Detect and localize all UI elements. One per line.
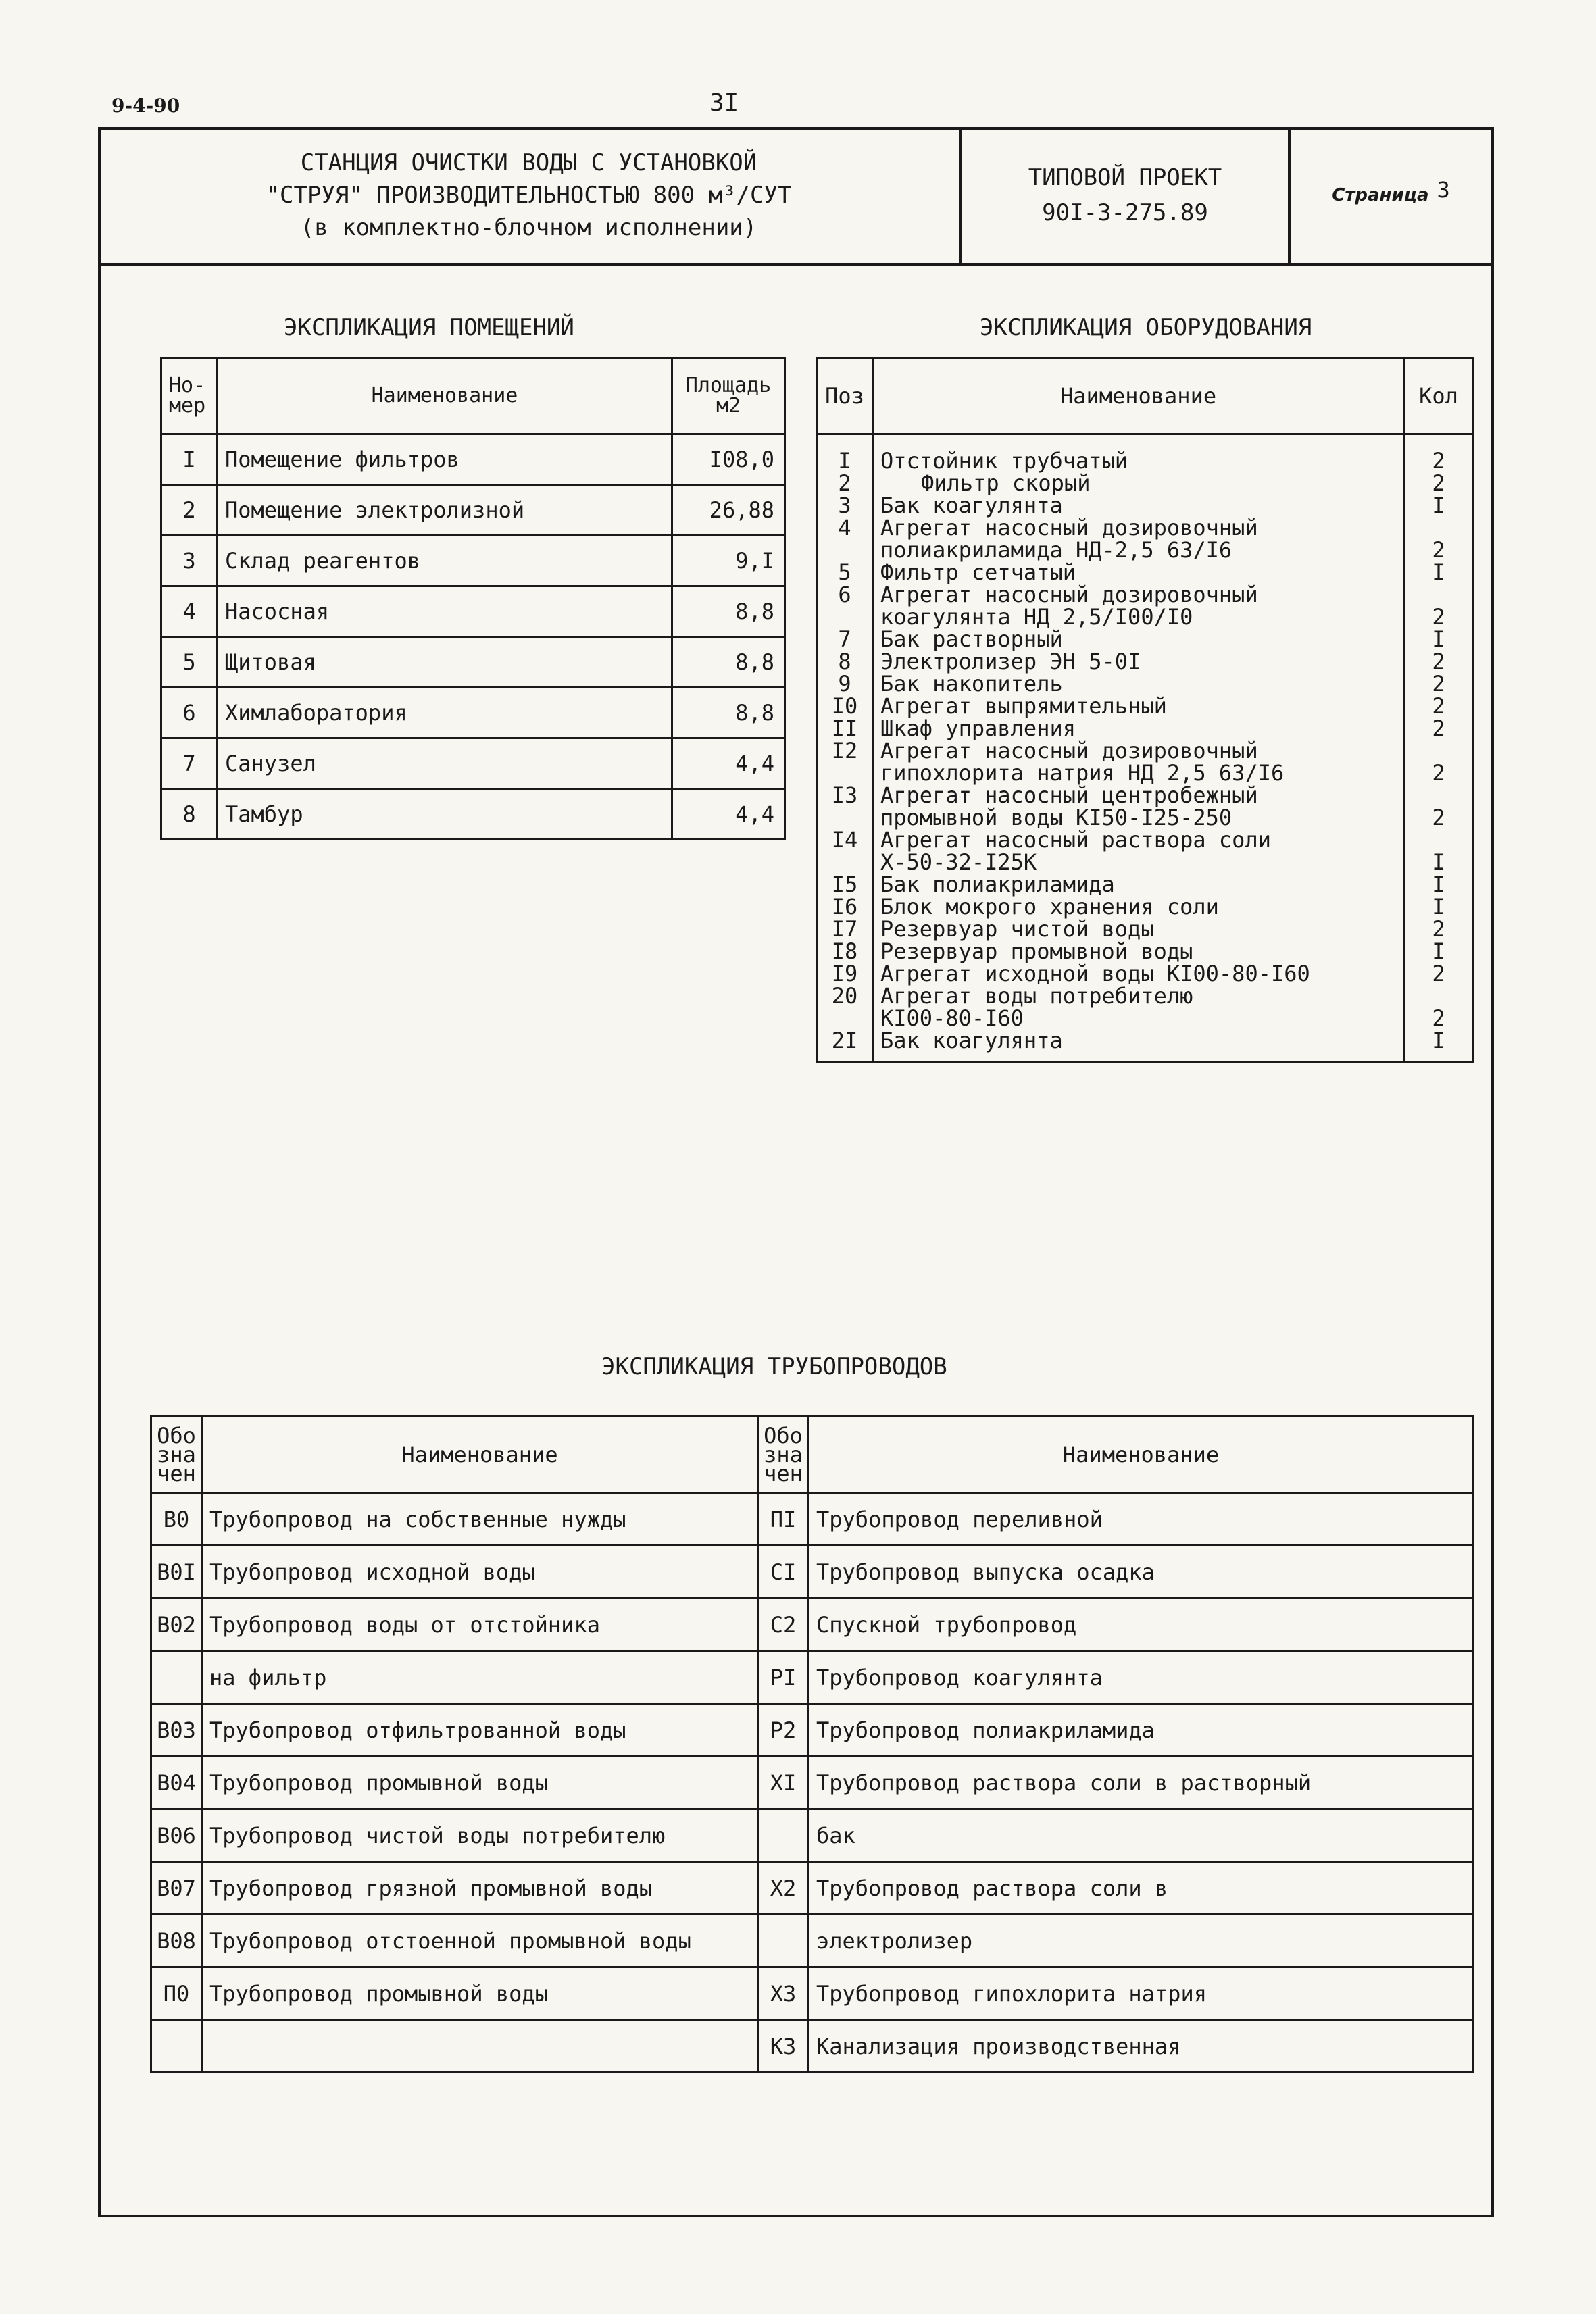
equipment-pos [824, 762, 865, 784]
pipe-name: Трубопровод на собственные нужды [202, 1493, 758, 1546]
equipment-qty: I [1432, 626, 1445, 652]
room-name: Насосная [218, 586, 672, 637]
equipment-qty: I [1432, 849, 1445, 875]
pipe-code: ХI [758, 1757, 809, 1809]
equipment-pos: I [838, 448, 851, 474]
pipe-name: Трубопровод отфильтрованной воды [202, 1704, 758, 1757]
pipe-code: В0 [151, 1493, 202, 1546]
equipment-pos: 3 [838, 493, 851, 518]
equipment-name-line: Электролизер ЭН 5-0I [880, 649, 1141, 674]
equipment-name-line: Агрегат насосный раствора соли [880, 827, 1271, 853]
title-line-3: (в комплектно-блочном исполнении) [300, 214, 757, 241]
equipment-qty: I [1432, 493, 1445, 518]
room-number: 2 [161, 485, 218, 536]
pipe-name: Канализация производственная [809, 2020, 1474, 2073]
page-label: Страница [1332, 185, 1429, 205]
equipment-pos: I8 [831, 938, 858, 964]
rooms-row [161, 485, 785, 536]
equipment-pos: 7 [838, 626, 851, 652]
pipelines-row [151, 1862, 1474, 1915]
equipment-qty: I [1432, 938, 1445, 964]
equipment-pos: 4 [838, 515, 851, 540]
equipment-pos: II [831, 715, 858, 741]
room-name: Химлаборатория [218, 688, 672, 738]
equipment-qty: 2 [1432, 693, 1445, 719]
equipment-name-line: Агрегат выпрямительный [880, 693, 1167, 719]
room-name: Помещение электролизной [218, 485, 672, 536]
pipe-name: Трубопровод раствора соли в [809, 1862, 1474, 1915]
equipment-qty: 2 [1432, 916, 1445, 942]
rooms-title: ЭКСПЛИКАЦИЯ ПОМЕЩЕНИЙ [284, 314, 574, 341]
document-code: 9-4-90 [111, 95, 180, 117]
equipment-qty: I [1432, 1028, 1445, 1053]
equipment-pos: I9 [831, 961, 858, 986]
room-area: 8,8 [672, 637, 785, 688]
rooms-table [160, 357, 786, 840]
pipe-code [151, 2020, 202, 2073]
equipment-qty-column [1412, 450, 1466, 1052]
equipment-name-line: Агрегат насосный дозировочный [880, 582, 1258, 607]
room-number: I [161, 434, 218, 485]
title-line-2: "СТРУЯ" ПРОИЗВОДИТЕЛЬНОСТЬЮ 800 м³/СУТ [266, 182, 792, 209]
pipe-code: РI [758, 1651, 809, 1704]
equipment-name-line: КI00-80-I60 [880, 1005, 1024, 1031]
equipment-header-pos: Поз [817, 358, 873, 434]
equipment-name-line: Шкаф управления [880, 715, 1076, 741]
equipment-name-column [880, 450, 1396, 1052]
equipment-name-line: Бак коагулянта [880, 493, 1063, 518]
pipe-name: Трубопровод полиакриламида [809, 1704, 1474, 1757]
pipelines-row [151, 1809, 1474, 1862]
equipment-qty: I [1432, 559, 1445, 585]
pipe-name: Трубопровод отстоенной промывной воды [202, 1915, 758, 1967]
equipment-pos: I0 [831, 693, 858, 719]
equipment-name-line: коагулянта НД 2,5/I00/I0 [880, 604, 1193, 630]
room-name: Помещение фильтров [218, 434, 672, 485]
equipment-name-line: гипохлорита натрия НД 2,5 63/I6 [880, 760, 1285, 786]
rooms-row [161, 586, 785, 637]
pipe-code: Х3 [758, 1967, 809, 2020]
pipelines-row [151, 1915, 1474, 1967]
rooms-row [161, 789, 785, 840]
equipment-qty: I [1432, 894, 1445, 920]
pipe-code: К3 [758, 2020, 809, 2073]
pipe-code: В04 [151, 1757, 202, 1809]
pipe-code [758, 1915, 809, 1967]
rooms-row [161, 637, 785, 688]
pipelines-row [151, 1493, 1474, 1546]
equipment-pos [824, 539, 865, 561]
room-number: 6 [161, 688, 218, 738]
equipment-pos: I2 [831, 738, 858, 763]
equipment-name-line: Резервуар промывной воды [880, 938, 1193, 964]
project-number: 90I-3-275.89 [1042, 199, 1208, 226]
equipment-name-line: Блок мокрого хранения соли [880, 894, 1219, 920]
pipe-name: на фильтр [202, 1651, 758, 1704]
equipment-qty [1412, 517, 1466, 539]
equipment-qty: 2 [1432, 715, 1445, 741]
pipe-name: Спускной трубопровод [809, 1599, 1474, 1651]
pipe-name: Трубопровод выпуска осадка [809, 1546, 1474, 1599]
equipment-name-line: Бак накопитель [880, 671, 1063, 697]
equipment-pos-column [824, 450, 865, 1052]
pipe-name: бак [809, 1809, 1474, 1862]
pipe-name: Трубопровод чистой воды потребителю [202, 1809, 758, 1862]
equipment-pos: I4 [831, 827, 858, 853]
room-area: I08,0 [672, 434, 785, 485]
title-block [98, 127, 1494, 266]
equipment-name-line: Отстойник трубчатый [880, 448, 1128, 474]
equipment-qty: 2 [1432, 671, 1445, 697]
room-area: 4,4 [672, 789, 785, 840]
pipe-code: ПI [758, 1493, 809, 1546]
equipment-header-qty: Кол [1404, 358, 1474, 434]
equipment-name-line: Агрегат насосный дозировочный [880, 738, 1258, 763]
pipe-code: В03 [151, 1704, 202, 1757]
equipment-pos: I5 [831, 872, 858, 897]
pipe-code: Р2 [758, 1704, 809, 1757]
equipment-qty: 2 [1432, 805, 1445, 830]
rooms-row [161, 434, 785, 485]
equipment-qty [1412, 584, 1466, 606]
pipelines-row [151, 1546, 1474, 1599]
pipelines-table [150, 1415, 1474, 2073]
equipment-name-line: Бак коагулянта [880, 1028, 1063, 1053]
equipment-name-line: Резервуар чистой воды [880, 916, 1154, 942]
equipment-pos: I6 [831, 894, 858, 920]
room-number: 3 [161, 536, 218, 586]
pipe-code: С2 [758, 1599, 809, 1651]
equipment-name-line: Агрегат исходной воды КI00-80-I60 [880, 961, 1310, 986]
pipes-header-name-left: Наименование [202, 1417, 758, 1493]
equipment-pos: I3 [831, 782, 858, 808]
pipes-header-name-right: Наименование [809, 1417, 1474, 1493]
pipe-name: Трубопровод грязной промывной воды [202, 1862, 758, 1915]
equipment-qty [1412, 829, 1466, 851]
room-area: 8,8 [672, 586, 785, 637]
equipment-qty: 2 [1432, 604, 1445, 630]
equipment-name-line: Фильтр скорый [921, 470, 1091, 496]
pipe-code: В08 [151, 1915, 202, 1967]
equipment-pos [824, 606, 865, 628]
room-name: Склад реагентов [218, 536, 672, 586]
rooms-row [161, 688, 785, 738]
pipe-code [151, 1651, 202, 1704]
pipe-code: П0 [151, 1967, 202, 2020]
equipment-qty: 2 [1432, 1005, 1445, 1031]
rooms-header-number: Но- мер [161, 358, 218, 434]
title-line-1: СТАНЦИЯ ОЧИСТКИ ВОДЫ С УСТАНОВКОЙ [300, 149, 757, 176]
pipe-code: В0I [151, 1546, 202, 1599]
equipment-pos: 20 [831, 983, 858, 1009]
equipment-pos: 2 [838, 470, 851, 496]
equipment-pos: 6 [838, 582, 851, 607]
rooms-row [161, 738, 785, 789]
equipment-name-line: полиакриламида НД-2,5 63/I6 [880, 537, 1232, 563]
pipe-name: Трубопровод переливной [809, 1493, 1474, 1546]
pipelines-row [151, 1599, 1474, 1651]
rooms-header-area: Площадь м2 [672, 358, 785, 434]
equipment-pos: 9 [838, 671, 851, 697]
equipment-name-line: Фильтр сетчатый [880, 559, 1076, 585]
equipment-name-line: Агрегат насосный центробежный [880, 782, 1258, 808]
pipes-header-code-left: Обо зна чен [151, 1417, 202, 1493]
pipelines-title: ЭКСПЛИКАЦИЯ ТРУБОПРОВОДОВ [601, 1353, 947, 1380]
pipelines-row [151, 1967, 1474, 2020]
equipment-qty: I [1432, 872, 1445, 897]
pipe-code: СI [758, 1546, 809, 1599]
sheet-number: 3I [709, 89, 739, 117]
rooms-row [161, 536, 785, 586]
pipe-name: Трубопровод гипохлорита натрия [809, 1967, 1474, 2020]
equipment-name-line: Бак полиакриламида [880, 872, 1115, 897]
equipment-pos: I7 [831, 916, 858, 942]
rooms-header-name: Наименование [218, 358, 672, 434]
pipelines-row [151, 1704, 1474, 1757]
equipment-pos [824, 1007, 865, 1030]
equipment-qty: 2 [1432, 649, 1445, 674]
room-name: Тамбур [218, 789, 672, 840]
pipe-name: Трубопровод промывной воды [202, 1757, 758, 1809]
title-block-page [1291, 127, 1491, 263]
room-name: Щитовая [218, 637, 672, 688]
equipment-qty [1412, 985, 1466, 1007]
pipe-name: Трубопровод промывной воды [202, 1967, 758, 2020]
pipe-name: Трубопровод воды от отстойника [202, 1599, 758, 1651]
pipe-code [758, 1809, 809, 1862]
pipelines-row [151, 2020, 1474, 2073]
equipment-name-line: Бак растворный [880, 626, 1063, 652]
equipment-qty: 2 [1432, 961, 1445, 986]
equipment-name-line: Агрегат насосный дозировочный [880, 515, 1258, 540]
pipe-code: В02 [151, 1599, 202, 1651]
room-number: 8 [161, 789, 218, 840]
equipment-pos: 5 [838, 559, 851, 585]
equipment-title: ЭКСПЛИКАЦИЯ ОБОРУДОВАНИЯ [980, 314, 1312, 341]
equipment-name-line: Х-50-32-I25К [880, 849, 1037, 875]
equipment-qty [1412, 740, 1466, 762]
pipes-header-code-right: Обо зна чен [758, 1417, 809, 1493]
pipe-name: Трубопровод исходной воды [202, 1546, 758, 1599]
equipment-qty: 2 [1432, 448, 1445, 474]
room-area: 26,88 [672, 485, 785, 536]
equipment-pos: 8 [838, 649, 851, 674]
pipe-code: В07 [151, 1862, 202, 1915]
equipment-qty [1412, 784, 1466, 807]
equipment-qty: 2 [1432, 760, 1445, 786]
room-name: Санузел [218, 738, 672, 789]
pipe-name: Трубопровод коагулянта [809, 1651, 1474, 1704]
pipe-code: Х2 [758, 1862, 809, 1915]
room-area: 9,I [672, 536, 785, 586]
equipment-table [816, 357, 1474, 1063]
room-area: 8,8 [672, 688, 785, 738]
equipment-pos [824, 807, 865, 829]
room-number: 5 [161, 637, 218, 688]
equipment-qty: 2 [1432, 537, 1445, 563]
equipment-qty: 2 [1432, 470, 1445, 496]
pipe-name: электролизер [809, 1915, 1474, 1967]
equipment-pos [824, 851, 865, 874]
title-block-title [98, 127, 959, 263]
pipe-name: Трубопровод раствора соли в растворный [809, 1757, 1474, 1809]
equipment-pos: 2I [831, 1028, 858, 1053]
pipelines-row [151, 1757, 1474, 1809]
pipe-code: В06 [151, 1809, 202, 1862]
page-value: 3 [1437, 177, 1450, 203]
room-number: 7 [161, 738, 218, 789]
equipment-header-name: Наименование [873, 358, 1404, 434]
project-label: ТИПОВОЙ ПРОЕКТ [1028, 164, 1222, 191]
room-number: 4 [161, 586, 218, 637]
pipe-name [202, 2020, 758, 2073]
pipelines-row [151, 1651, 1474, 1704]
room-area: 4,4 [672, 738, 785, 789]
equipment-name-line: промывной воды КI50-I25-250 [880, 805, 1232, 830]
equipment-name-line: Агрегат воды потребителю [880, 983, 1193, 1009]
title-block-project [959, 127, 1291, 263]
